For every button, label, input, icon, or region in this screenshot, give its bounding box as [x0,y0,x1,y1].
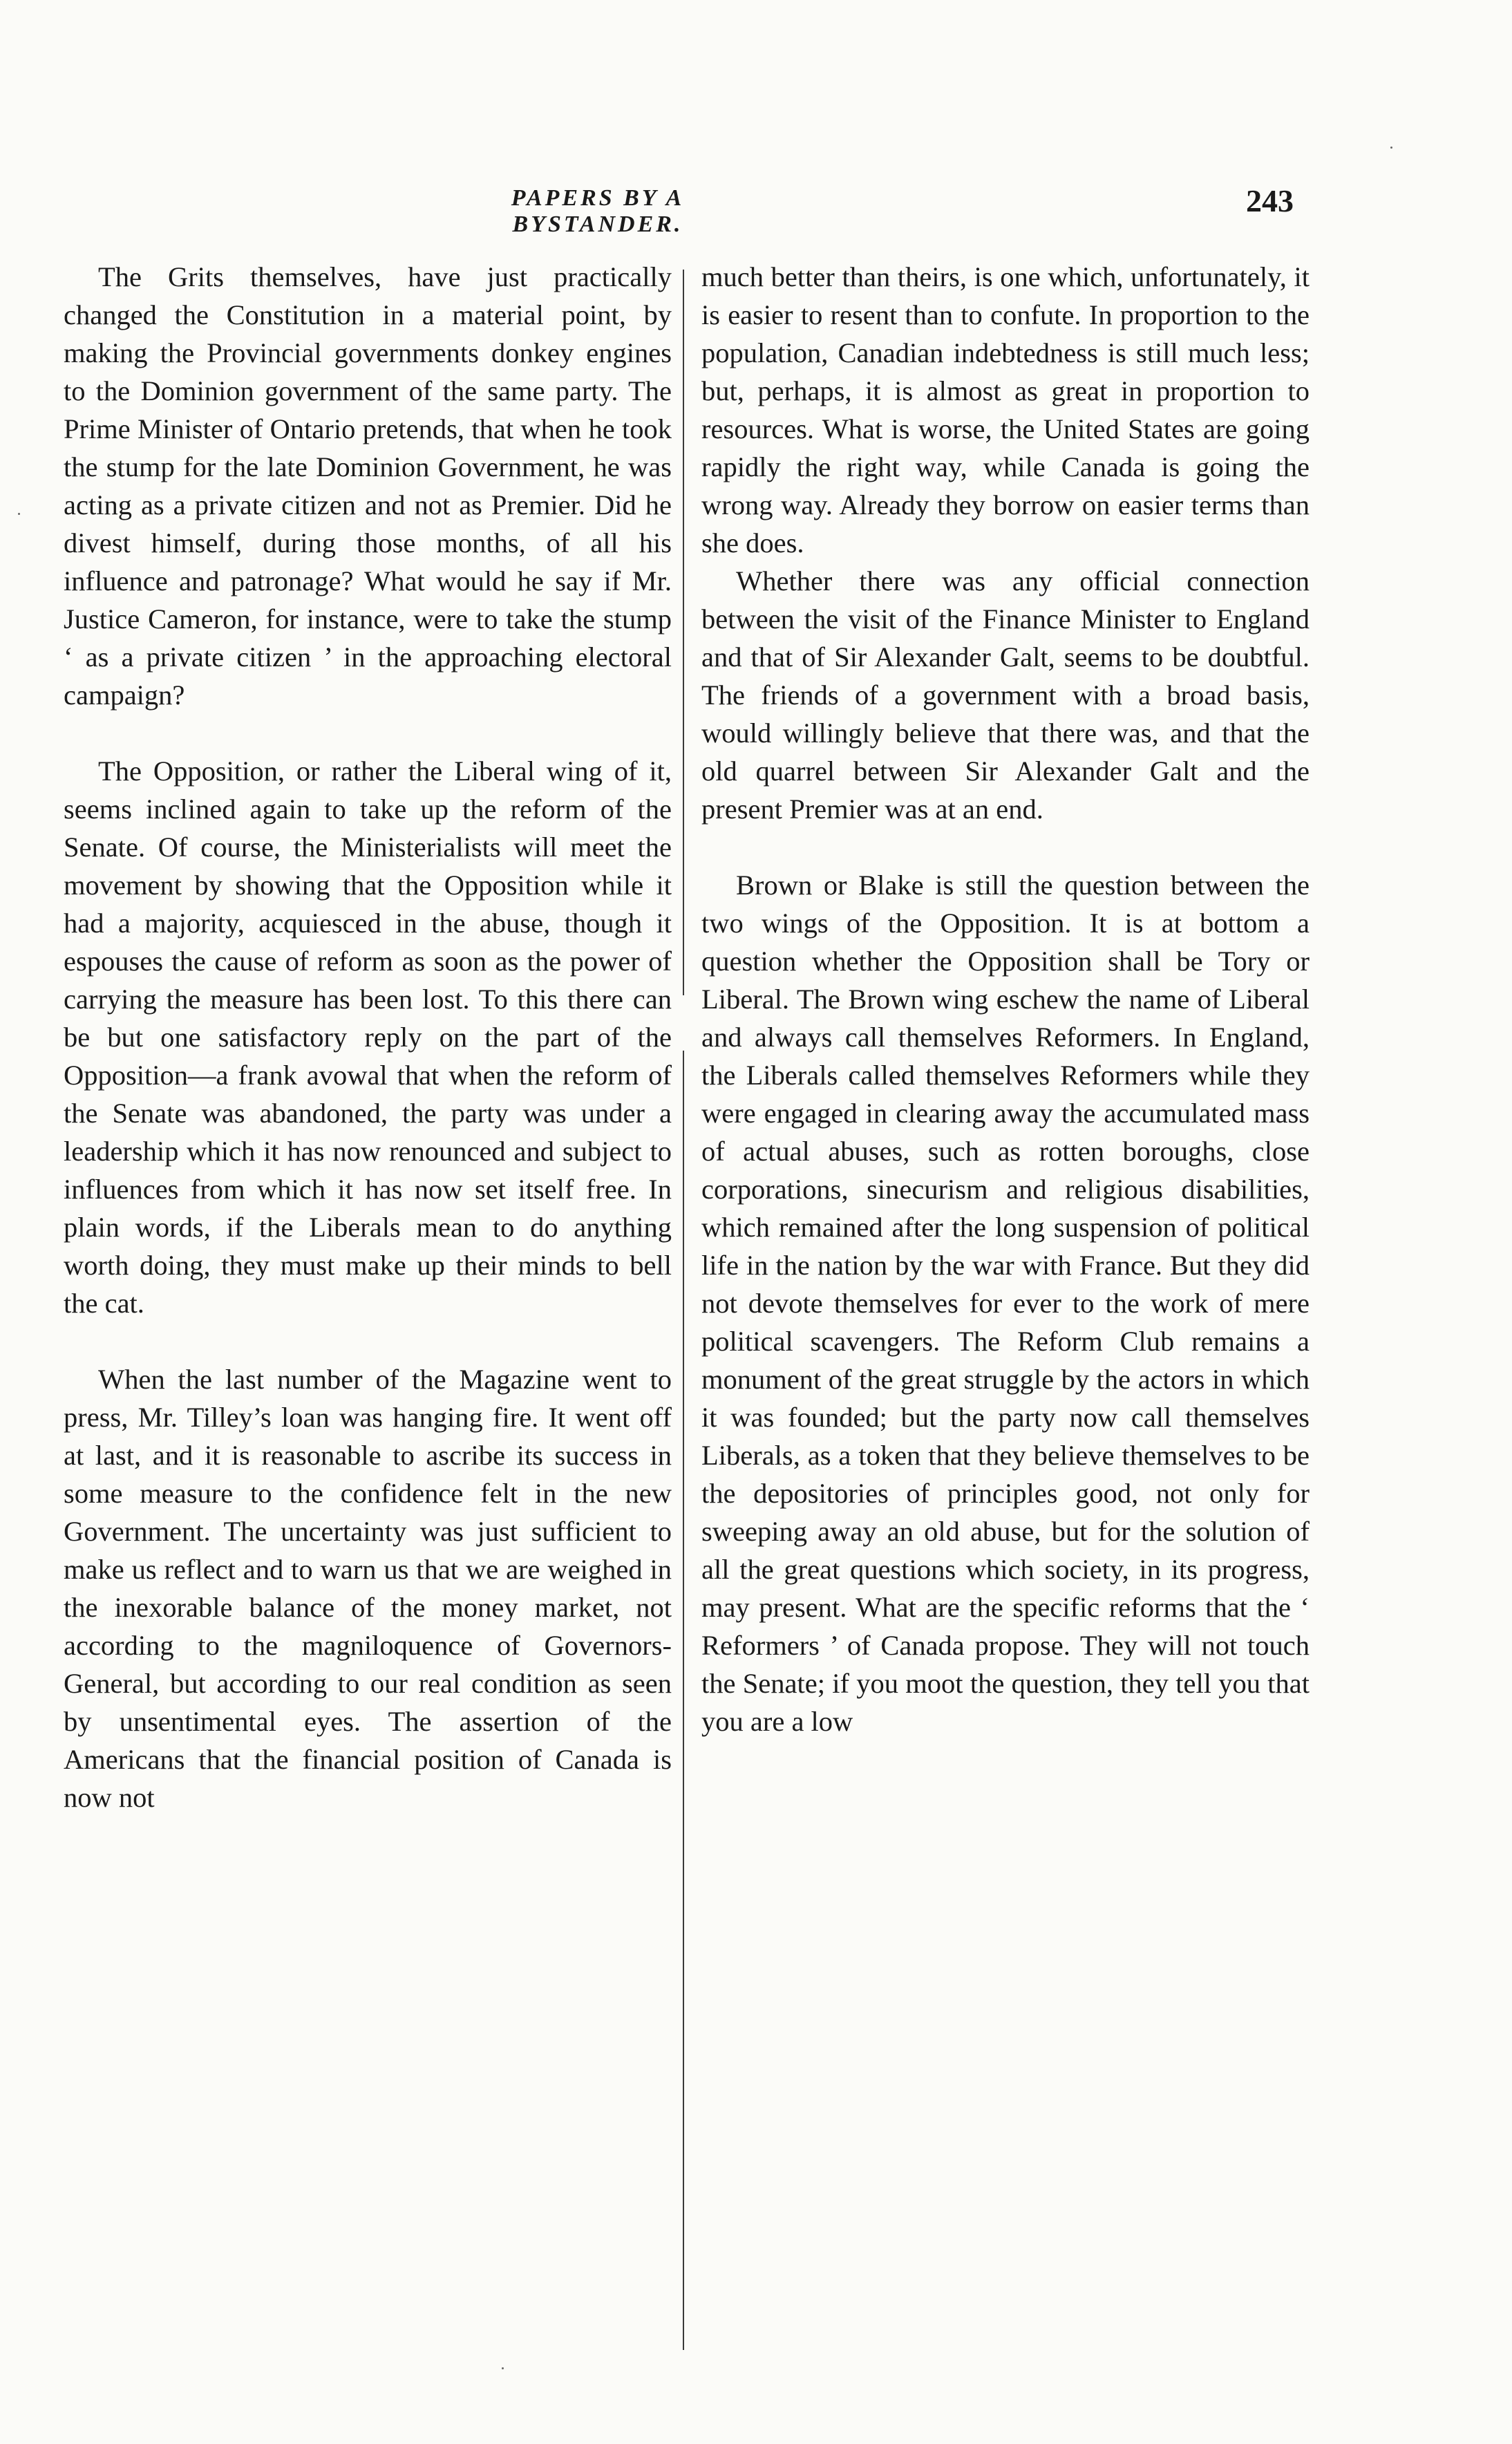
running-title: PAPERS BY A BYSTANDER. [511,185,685,237]
paragraph-tilley-loan: When the last number of the Magazine went to press, Mr. Tilley’s loan was hanging fire. It went off at last, and it is reasonable to ascribe its success in some measure to the confidence felt in the new Government. The uncertainty was just sufficient to make us reflect and to warn us that we are weighed in the inexorable balance of the money market, not according to the magniloquence of Governors-General, but according to our real condition as seen by unsentimental eyes. The assertion of the Americans that the financial position of Canada is now not [64,1364,672,1813]
paper-speck [502,2367,504,2369]
right-column [701,258,1310,1740]
paragraph-grits-constitution: The Grits themselves, have just practically changed the Constitution in a material point, by making the Provincial governments donkey engines to the Dominion government of the same party. The Prime Minister of Ontario pretends, that when he took the stump for the late Dominion Government, he was acting as a private citizen and not as Premier. Did he divest himself, during those months, of all his influence and patronage? What would he say if Mr. Justice Cameron, for instance, were to take the stump ‘ as a private citizen ’ in the approaching electoral campaign? [64,261,672,711]
paper-speck [18,513,20,515]
paragraph-canadian-indebtedness: much better than theirs, is one which, unfortunately, it is easier to resent than to confute. In proportion to the population, Canadian indebtedness is still much less; but, perhaps, it is almost as great in proportion to resources. What is worse, the United States are going rapidly the right way, while Canada is going the wrong way. Already they borrow on easier terms than she does. [701,261,1310,558]
page-number: 243 [1246,183,1294,218]
column-divider-gap [681,995,686,1051]
paragraph-brown-or-blake: Brown or Blake is still the question between the two wings of the Opposition. It is at bottom a question whether the Opposition shall be Tory or Liberal. The Brown wing eschew the name of Liberal and always call themselves Reformers. In England, the Liberals called themselves Reformers while they were engaged in clearing away the accumulated mass of actual abuses, such as rotten boroughs, close corporations, sinecurism and religious disabilities, which remained after the long suspension of political life in the nation by the war with France. But they did not devote themselves for ever to the work of mere political scavengers. The Reform Club remains a monument of the great struggle by the actors in which it was founded; but the party now call themselves Liberals, as a token that they believe themselves to be the depositories of principles good, not only for sweeping away an old abuse, but for the solution of all the great questions which society, in its progress, may present. What are the specific reforms that the ‘ Reformers ’ of Canada propose. They will not touch the Senate; if you moot the question, they tell you that you are a low [701,870,1310,1737]
left-column [64,258,672,1816]
paragraph-senate-reform: The Opposition, or rather the Liberal wing of it, seems inclined again to take up the reform of the Senate. Of course, the Ministerialists will meet the movement by showing that the Opposition while it had a majority, acquiesced in the abuse, though it espouses the cause of reform as soon as the power of carrying the measure has been lost. To this there can be but one satisfactory reply on the part of the Opposition—a frank avowal that when the reform of the Senate was abandoned, the party was under a leadership which it has now renounced and subject to influences from which it has now set itself free. In plain words, if the Liberals mean to do anything worth doing, they must make up their minds to bell the cat. [64,755,672,1319]
paragraph-galt-connection: Whether there was any official connection between the visit of the Finance Minister to England and that of Sir Alexander Galt, seems to be doubtful. The friends of a government with a broad basis, would willingly believe that there was, and that the old quarrel between Sir Alexander Galt and the present Premier was at an end. [701,565,1310,825]
column-divider [683,270,684,2350]
paper-speck [1390,147,1392,149]
